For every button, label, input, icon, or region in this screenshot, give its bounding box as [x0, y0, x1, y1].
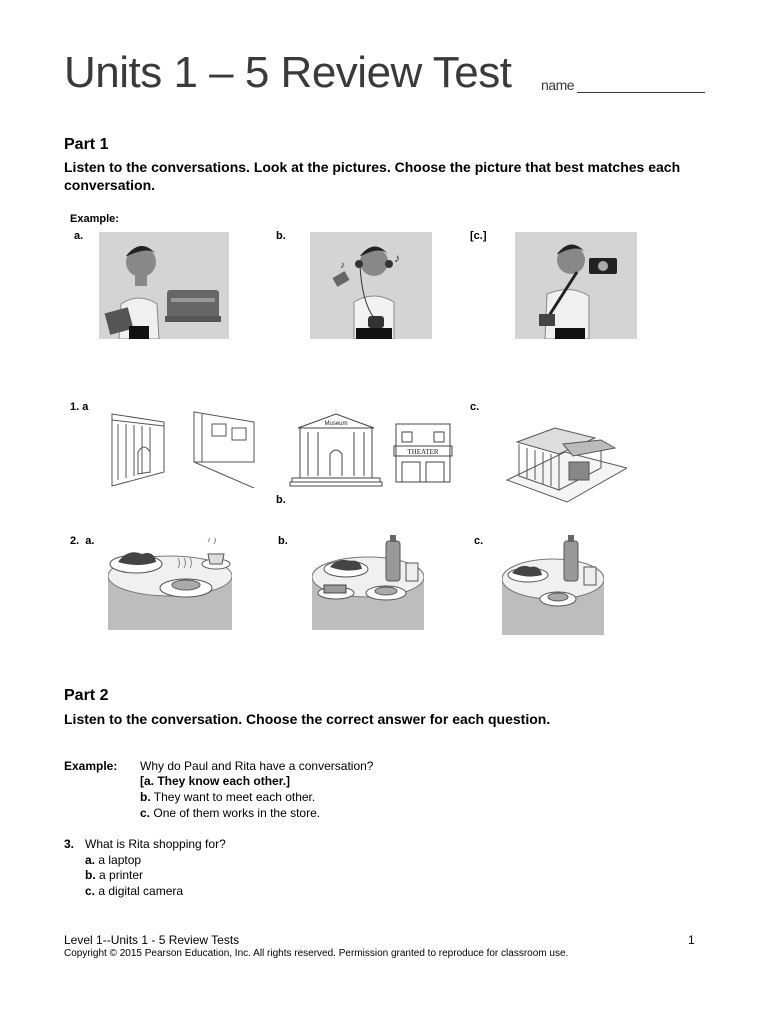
svg-text:♪: ♪ — [394, 251, 400, 265]
question-3-option-b[interactable]: b. a printer — [85, 868, 144, 882]
example-option-c-label[interactable]: [c.] — [470, 230, 487, 242]
name-label: name — [541, 77, 575, 93]
part2-example-option-c[interactable]: c. One of them works in the store. — [140, 806, 321, 820]
question-3-option-a[interactable]: a. a laptop — [85, 853, 142, 867]
q1-option-a-label[interactable]: 1. a — [70, 401, 89, 413]
example-option-a-label[interactable]: a. — [74, 230, 84, 242]
part2-example-answer[interactable]: [a. They know each other.] — [140, 774, 291, 788]
q2-picture-a-table-with-tea[interactable] — [108, 538, 232, 630]
page-number: 1 — [688, 933, 695, 947]
q1-option-c-label[interactable]: c. — [470, 401, 480, 413]
q2-option-c-label[interactable]: c. — [474, 535, 484, 547]
question-3-option-c[interactable]: c. a digital camera — [85, 884, 184, 898]
part2-example-question: Why do Paul and Rita have a conversation? — [140, 759, 374, 773]
question-3-text: What is Rita shopping for? — [85, 837, 226, 851]
q1-picture-a-buildings-street[interactable] — [108, 402, 258, 488]
part2-example-label: Example: — [64, 759, 118, 773]
example-picture-b-music-player[interactable] — [310, 232, 432, 339]
q1-option-b-label[interactable]: b. — [276, 494, 286, 506]
q1-picture-b-museum-theater[interactable] — [288, 408, 460, 488]
svg-text:♪: ♪ — [340, 260, 345, 271]
part1-instructions: Listen to the conversations. Look at the pictures. Choose the picture that best matches each conversation. — [64, 159, 681, 193]
q2-picture-b-table-with-sandwich-and-water[interactable] — [312, 533, 424, 630]
part2-example-option-b[interactable]: b. They want to meet each other. — [140, 790, 316, 804]
example-picture-c-camera[interactable] — [515, 232, 637, 339]
museum-sign: Museum — [324, 421, 348, 427]
q2-option-a-label[interactable]: 2. a. — [70, 535, 95, 547]
q2-option-b-label[interactable]: b. — [278, 535, 288, 547]
copyright-notice: Copyright © 2015 Pearson Education, Inc. All rights reserved. Permission granted to reproduce for classroom use. — [64, 948, 569, 959]
q1-picture-c-building-corner[interactable] — [505, 418, 627, 504]
part2-instructions: Listen to the conversation. Choose the correct answer for each question. — [64, 711, 551, 727]
example-option-b-label[interactable]: b. — [276, 230, 286, 242]
footer-title: Level 1--Units 1 - 5 Review Tests — [64, 933, 240, 947]
example-label: Example: — [70, 213, 119, 225]
page-title: Units 1 – 5 Review Test — [64, 48, 512, 97]
theater-sign: THEATER — [407, 448, 439, 456]
question-3-number: 3. — [64, 837, 75, 851]
q2-picture-c-table-with-water[interactable] — [502, 533, 604, 635]
part1-heading: Part 1 — [64, 136, 109, 153]
name-blank-line[interactable] — [577, 92, 705, 93]
example-picture-a-printer[interactable] — [99, 232, 229, 339]
part2-heading: Part 2 — [64, 687, 109, 704]
